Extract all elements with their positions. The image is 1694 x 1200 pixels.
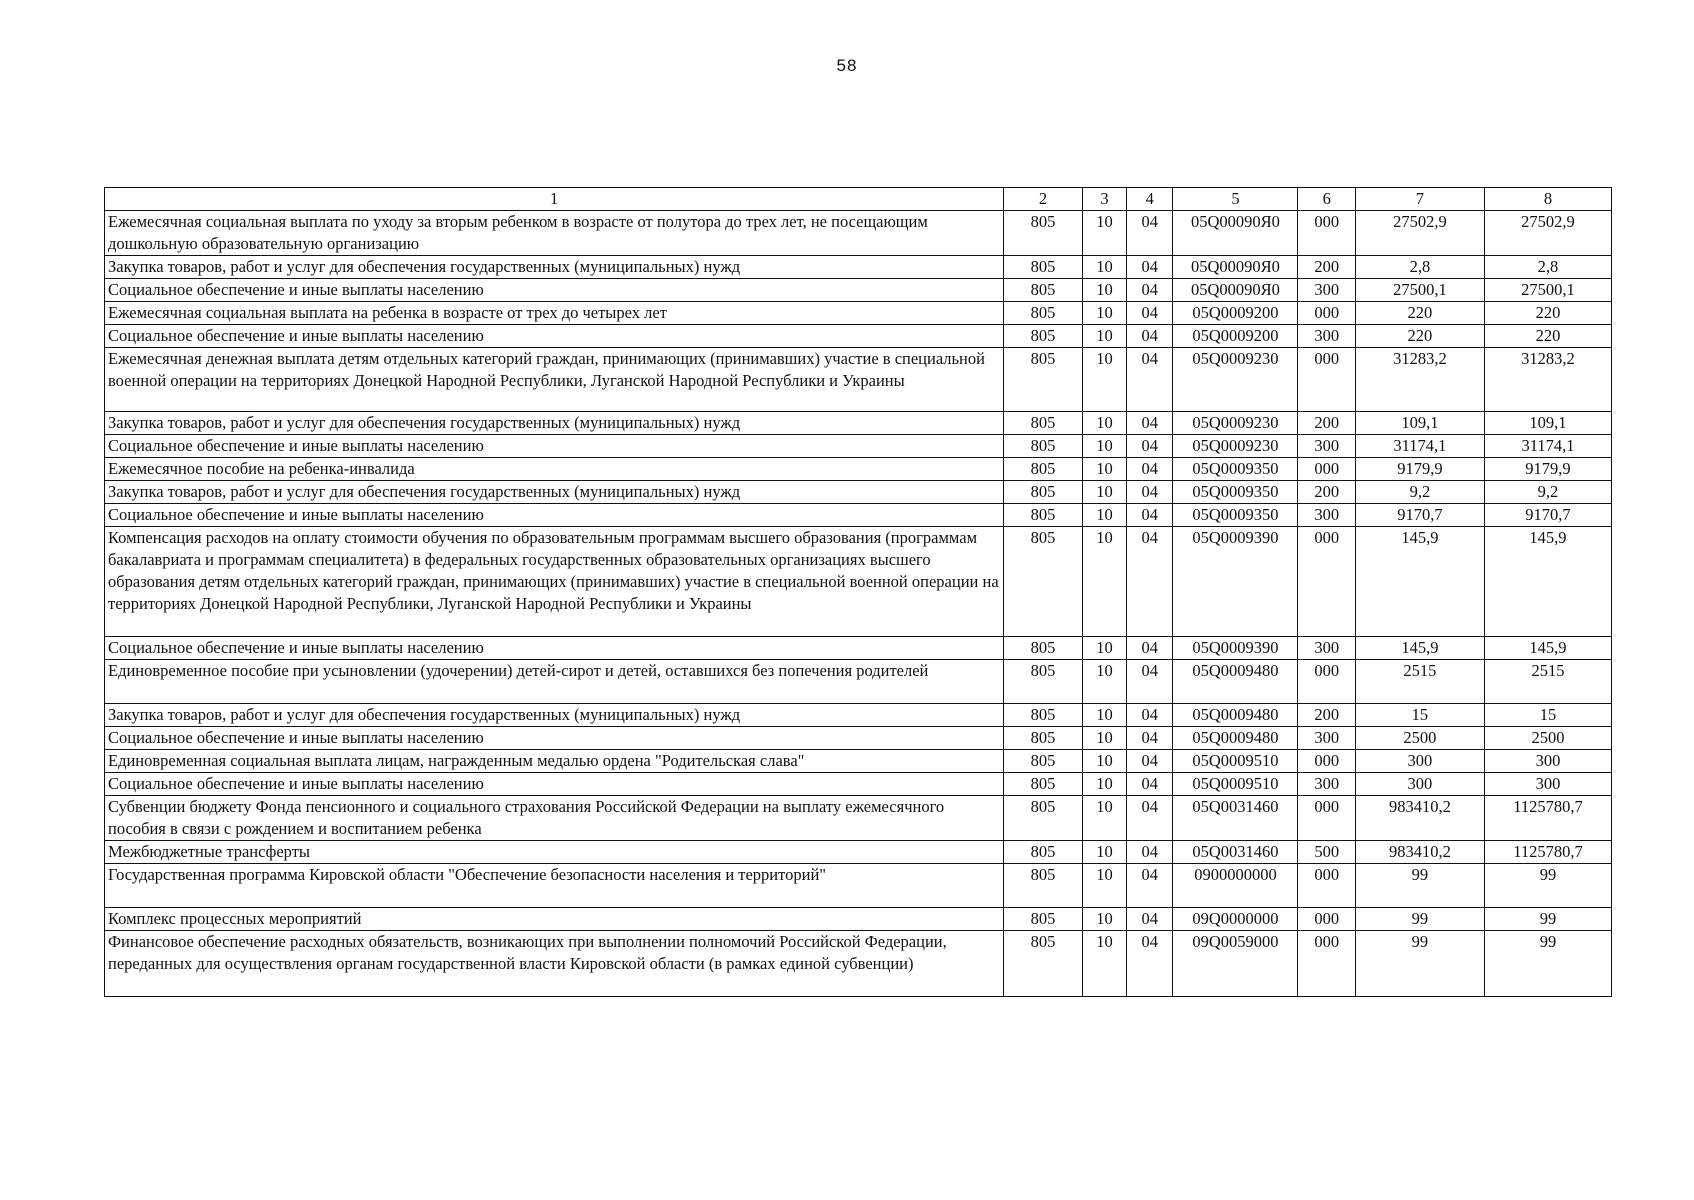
expense-type-cell: 000 <box>1298 750 1355 773</box>
target-article-cell: 05Q0031460 <box>1173 841 1298 864</box>
amount-year1-cell: 99 <box>1355 908 1484 931</box>
expense-type-cell: 000 <box>1298 864 1355 908</box>
expense-type-cell: 300 <box>1298 279 1355 302</box>
subsection-code-cell: 04 <box>1127 302 1173 325</box>
chapter-code-cell: 805 <box>1004 864 1083 908</box>
amount-year2-cell: 220 <box>1484 325 1611 348</box>
table-row <box>105 458 1612 481</box>
row-description-cell: Ежемесячная социальная выплата на ребенка в возрасте от трех до четырех лет <box>105 302 1004 325</box>
row-description-cell: Межбюджетные трансферты <box>105 841 1004 864</box>
target-article-cell: 05Q0009480 <box>1173 704 1298 727</box>
amount-year1-cell: 145,9 <box>1355 527 1484 637</box>
budget-table <box>104 187 1612 997</box>
subsection-code-cell: 04 <box>1127 348 1173 412</box>
amount-year1-cell: 99 <box>1355 931 1484 997</box>
chapter-code-cell: 805 <box>1004 527 1083 637</box>
row-description-cell: Ежемесячное пособие на ребенка-инвалида <box>105 458 1004 481</box>
amount-year1-cell: 300 <box>1355 773 1484 796</box>
target-article-cell: 05Q0031460 <box>1173 796 1298 841</box>
table-row <box>105 750 1612 773</box>
amount-year2-cell: 2500 <box>1484 727 1611 750</box>
target-article-cell: 05Q00090Я0 <box>1173 256 1298 279</box>
row-description-cell: Комплекс процессных мероприятий <box>105 908 1004 931</box>
target-article-cell: 0900000000 <box>1173 864 1298 908</box>
table-row <box>105 931 1612 997</box>
target-article-cell: 05Q0009350 <box>1173 481 1298 504</box>
section-code-cell: 10 <box>1082 481 1126 504</box>
header-cell: 4 <box>1127 188 1173 211</box>
amount-year2-cell: 1125780,7 <box>1484 841 1611 864</box>
chapter-code-cell: 805 <box>1004 750 1083 773</box>
target-article-cell: 05Q0009390 <box>1173 527 1298 637</box>
subsection-code-cell: 04 <box>1127 504 1173 527</box>
amount-year1-cell: 2515 <box>1355 660 1484 704</box>
amount-year2-cell: 145,9 <box>1484 527 1611 637</box>
table-row <box>105 435 1612 458</box>
target-article-cell: 05Q0009350 <box>1173 504 1298 527</box>
section-code-cell: 10 <box>1082 412 1126 435</box>
chapter-code-cell: 805 <box>1004 348 1083 412</box>
amount-year2-cell: 2515 <box>1484 660 1611 704</box>
subsection-code-cell: 04 <box>1127 256 1173 279</box>
amount-year2-cell: 27502,9 <box>1484 211 1611 256</box>
row-description-cell: Единовременное пособие при усыновлении (удочерении) детей-сирот и детей, оставшихся без попечения родителей <box>105 660 1004 704</box>
section-code-cell: 10 <box>1082 435 1126 458</box>
chapter-code-cell: 805 <box>1004 660 1083 704</box>
amount-year1-cell: 9170,7 <box>1355 504 1484 527</box>
chapter-code-cell: 805 <box>1004 727 1083 750</box>
expense-type-cell: 300 <box>1298 504 1355 527</box>
section-code-cell: 10 <box>1082 348 1126 412</box>
amount-year2-cell: 99 <box>1484 908 1611 931</box>
expense-type-cell: 000 <box>1298 527 1355 637</box>
row-description-cell: Финансовое обеспечение расходных обязательств, возникающих при выполнении полномочий Российской Федерации, переданных для осуществления органам государственной власти Кировской области (в рамках единой субвенции) <box>105 931 1004 997</box>
amount-year2-cell: 300 <box>1484 773 1611 796</box>
chapter-code-cell: 805 <box>1004 458 1083 481</box>
chapter-code-cell: 805 <box>1004 302 1083 325</box>
table-row <box>105 864 1612 908</box>
chapter-code-cell: 805 <box>1004 435 1083 458</box>
section-code-cell: 10 <box>1082 279 1126 302</box>
chapter-code-cell: 805 <box>1004 412 1083 435</box>
amount-year1-cell: 99 <box>1355 864 1484 908</box>
header-cell: 5 <box>1173 188 1298 211</box>
section-code-cell: 10 <box>1082 211 1126 256</box>
subsection-code-cell: 04 <box>1127 704 1173 727</box>
expense-type-cell: 200 <box>1298 412 1355 435</box>
section-code-cell: 10 <box>1082 773 1126 796</box>
amount-year1-cell: 109,1 <box>1355 412 1484 435</box>
amount-year1-cell: 27500,1 <box>1355 279 1484 302</box>
section-code-cell: 10 <box>1082 660 1126 704</box>
section-code-cell: 10 <box>1082 458 1126 481</box>
amount-year2-cell: 99 <box>1484 864 1611 908</box>
target-article-cell: 05Q0009200 <box>1173 325 1298 348</box>
amount-year2-cell: 145,9 <box>1484 637 1611 660</box>
target-article-cell: 05Q0009390 <box>1173 637 1298 660</box>
row-description-cell: Социальное обеспечение и иные выплаты населению <box>105 773 1004 796</box>
target-article-cell: 05Q0009230 <box>1173 348 1298 412</box>
amount-year1-cell: 2,8 <box>1355 256 1484 279</box>
expense-type-cell: 000 <box>1298 660 1355 704</box>
amount-year1-cell: 31174,1 <box>1355 435 1484 458</box>
section-code-cell: 10 <box>1082 637 1126 660</box>
target-article-cell: 05Q0009230 <box>1173 435 1298 458</box>
section-code-cell: 10 <box>1082 796 1126 841</box>
amount-year1-cell: 300 <box>1355 750 1484 773</box>
subsection-code-cell: 04 <box>1127 325 1173 348</box>
subsection-code-cell: 04 <box>1127 931 1173 997</box>
expense-type-cell: 200 <box>1298 256 1355 279</box>
subsection-code-cell: 04 <box>1127 750 1173 773</box>
header-cell: 1 <box>105 188 1004 211</box>
section-code-cell: 10 <box>1082 931 1126 997</box>
target-article-cell: 05Q0009480 <box>1173 660 1298 704</box>
amount-year2-cell: 1125780,7 <box>1484 796 1611 841</box>
chapter-code-cell: 805 <box>1004 279 1083 302</box>
expense-type-cell: 000 <box>1298 211 1355 256</box>
amount-year1-cell: 27502,9 <box>1355 211 1484 256</box>
expense-type-cell: 300 <box>1298 773 1355 796</box>
row-description-cell: Социальное обеспечение и иные выплаты населению <box>105 727 1004 750</box>
table-row <box>105 660 1612 704</box>
target-article-cell: 05Q0009350 <box>1173 458 1298 481</box>
row-description-cell: Закупка товаров, работ и услуг для обеспечения государственных (муниципальных) нужд <box>105 256 1004 279</box>
header-cell: 3 <box>1082 188 1126 211</box>
section-code-cell: 10 <box>1082 256 1126 279</box>
subsection-code-cell: 04 <box>1127 481 1173 504</box>
amount-year2-cell: 99 <box>1484 931 1611 997</box>
table-row <box>105 796 1612 841</box>
section-code-cell: 10 <box>1082 527 1126 637</box>
header-cell: 6 <box>1298 188 1355 211</box>
subsection-code-cell: 04 <box>1127 841 1173 864</box>
target-article-cell: 05Q0009510 <box>1173 750 1298 773</box>
amount-year2-cell: 220 <box>1484 302 1611 325</box>
expense-type-cell: 300 <box>1298 727 1355 750</box>
target-article-cell: 05Q0009480 <box>1173 727 1298 750</box>
table-row <box>105 348 1612 412</box>
table-row <box>105 504 1612 527</box>
row-description-cell: Ежемесячная социальная выплата по уходу за вторым ребенком в возрасте от полутора до трех лет, не посещающим дошкольную образовательную организацию <box>105 211 1004 256</box>
row-description-cell: Социальное обеспечение и иные выплаты населению <box>105 325 1004 348</box>
amount-year1-cell: 31283,2 <box>1355 348 1484 412</box>
chapter-code-cell: 805 <box>1004 637 1083 660</box>
expense-type-cell: 200 <box>1298 481 1355 504</box>
header-row <box>105 188 1612 211</box>
page-number: 58 <box>836 56 858 75</box>
expense-type-cell: 000 <box>1298 458 1355 481</box>
amount-year2-cell: 109,1 <box>1484 412 1611 435</box>
chapter-code-cell: 805 <box>1004 325 1083 348</box>
row-description-cell: Закупка товаров, работ и услуг для обеспечения государственных (муниципальных) нужд <box>105 704 1004 727</box>
row-description-cell: Единовременная социальная выплата лицам, награжденным медалью ордена "Родительская слава" <box>105 750 1004 773</box>
table-body <box>105 211 1612 997</box>
table-row <box>105 211 1612 256</box>
row-description-cell: Закупка товаров, работ и услуг для обеспечения государственных (муниципальных) нужд <box>105 412 1004 435</box>
row-description-cell: Ежемесячная денежная выплата детям отдельных категорий граждан, принимающих (принимавших) участие в специальной военной операции на территориях Донецкой Народной Республики, Луганской Народной Республики и Украины <box>105 348 1004 412</box>
header-cell: 8 <box>1484 188 1611 211</box>
target-article-cell: 05Q0009230 <box>1173 412 1298 435</box>
expense-type-cell: 000 <box>1298 796 1355 841</box>
section-code-cell: 10 <box>1082 325 1126 348</box>
table-row <box>105 727 1612 750</box>
subsection-code-cell: 04 <box>1127 796 1173 841</box>
amount-year1-cell: 9,2 <box>1355 481 1484 504</box>
chapter-code-cell: 805 <box>1004 704 1083 727</box>
amount-year1-cell: 2500 <box>1355 727 1484 750</box>
amount-year2-cell: 31174,1 <box>1484 435 1611 458</box>
table-row <box>105 481 1612 504</box>
expense-type-cell: 300 <box>1298 325 1355 348</box>
row-description-cell: Субвенции бюджету Фонда пенсионного и социального страхования Российской Федерации на выплату ежемесячного пособия в связи с рождением и воспитанием ребенка <box>105 796 1004 841</box>
amount-year2-cell: 27500,1 <box>1484 279 1611 302</box>
target-article-cell: 05Q0009510 <box>1173 773 1298 796</box>
expense-type-cell: 200 <box>1298 704 1355 727</box>
target-article-cell: 05Q00090Я0 <box>1173 211 1298 256</box>
row-description-cell: Закупка товаров, работ и услуг для обеспечения государственных (муниципальных) нужд <box>105 481 1004 504</box>
expense-type-cell: 000 <box>1298 302 1355 325</box>
chapter-code-cell: 805 <box>1004 256 1083 279</box>
subsection-code-cell: 04 <box>1127 727 1173 750</box>
subsection-code-cell: 04 <box>1127 908 1173 931</box>
table-row <box>105 908 1612 931</box>
amount-year1-cell: 983410,2 <box>1355 841 1484 864</box>
table-row <box>105 704 1612 727</box>
section-code-cell: 10 <box>1082 727 1126 750</box>
subsection-code-cell: 04 <box>1127 211 1173 256</box>
section-code-cell: 10 <box>1082 302 1126 325</box>
chapter-code-cell: 805 <box>1004 481 1083 504</box>
row-description-cell: Социальное обеспечение и иные выплаты населению <box>105 435 1004 458</box>
expense-type-cell: 000 <box>1298 908 1355 931</box>
amount-year2-cell: 31283,2 <box>1484 348 1611 412</box>
table-row <box>105 302 1612 325</box>
amount-year1-cell: 220 <box>1355 325 1484 348</box>
amount-year2-cell: 9179,9 <box>1484 458 1611 481</box>
subsection-code-cell: 04 <box>1127 279 1173 302</box>
amount-year2-cell: 9170,7 <box>1484 504 1611 527</box>
chapter-code-cell: 805 <box>1004 773 1083 796</box>
chapter-code-cell: 805 <box>1004 931 1083 997</box>
section-code-cell: 10 <box>1082 704 1126 727</box>
chapter-code-cell: 805 <box>1004 908 1083 931</box>
table-row <box>105 412 1612 435</box>
section-code-cell: 10 <box>1082 841 1126 864</box>
section-code-cell: 10 <box>1082 750 1126 773</box>
table-row <box>105 527 1612 637</box>
amount-year1-cell: 9179,9 <box>1355 458 1484 481</box>
chapter-code-cell: 805 <box>1004 211 1083 256</box>
expense-type-cell: 000 <box>1298 931 1355 997</box>
amount-year1-cell: 15 <box>1355 704 1484 727</box>
row-description-cell: Государственная программа Кировской области "Обеспечение безопасности населения и территорий" <box>105 864 1004 908</box>
subsection-code-cell: 04 <box>1127 458 1173 481</box>
amount-year2-cell: 300 <box>1484 750 1611 773</box>
amount-year2-cell: 2,8 <box>1484 256 1611 279</box>
row-description-cell: Социальное обеспечение и иные выплаты населению <box>105 279 1004 302</box>
table-row <box>105 256 1612 279</box>
amount-year2-cell: 15 <box>1484 704 1611 727</box>
table-header <box>105 188 1612 211</box>
target-article-cell: 09Q0000000 <box>1173 908 1298 931</box>
chapter-code-cell: 805 <box>1004 504 1083 527</box>
amount-year1-cell: 145,9 <box>1355 637 1484 660</box>
subsection-code-cell: 04 <box>1127 527 1173 637</box>
row-description-cell: Социальное обеспечение и иные выплаты населению <box>105 637 1004 660</box>
row-description-cell: Компенсация расходов на оплату стоимости обучения по образовательным программам высшего образования (программам бакалавриата и программам специалитета) в федеральных государственных образовательных организациях высшего образования детям отдельных категорий граждан, принимающих (принимавших) участие в специальной военной операции на территориях Донецкой Народной Республики, Луганской Народной Республики и Украины <box>105 527 1004 637</box>
amount-year2-cell: 9,2 <box>1484 481 1611 504</box>
subsection-code-cell: 04 <box>1127 412 1173 435</box>
subsection-code-cell: 04 <box>1127 660 1173 704</box>
chapter-code-cell: 805 <box>1004 796 1083 841</box>
chapter-code-cell: 805 <box>1004 841 1083 864</box>
table-row <box>105 325 1612 348</box>
section-code-cell: 10 <box>1082 504 1126 527</box>
expense-type-cell: 500 <box>1298 841 1355 864</box>
header-cell: 7 <box>1355 188 1484 211</box>
section-code-cell: 10 <box>1082 908 1126 931</box>
expense-type-cell: 300 <box>1298 637 1355 660</box>
table-row <box>105 841 1612 864</box>
table-row <box>105 637 1612 660</box>
amount-year1-cell: 983410,2 <box>1355 796 1484 841</box>
subsection-code-cell: 04 <box>1127 773 1173 796</box>
target-article-cell: 05Q00090Я0 <box>1173 279 1298 302</box>
subsection-code-cell: 04 <box>1127 435 1173 458</box>
header-cell: 2 <box>1004 188 1083 211</box>
target-article-cell: 09Q0059000 <box>1173 931 1298 997</box>
amount-year1-cell: 220 <box>1355 302 1484 325</box>
table-row <box>105 279 1612 302</box>
subsection-code-cell: 04 <box>1127 637 1173 660</box>
table-row <box>105 773 1612 796</box>
row-description-cell: Социальное обеспечение и иные выплаты населению <box>105 504 1004 527</box>
expense-type-cell: 300 <box>1298 435 1355 458</box>
subsection-code-cell: 04 <box>1127 864 1173 908</box>
expense-type-cell: 000 <box>1298 348 1355 412</box>
target-article-cell: 05Q0009200 <box>1173 302 1298 325</box>
section-code-cell: 10 <box>1082 864 1126 908</box>
